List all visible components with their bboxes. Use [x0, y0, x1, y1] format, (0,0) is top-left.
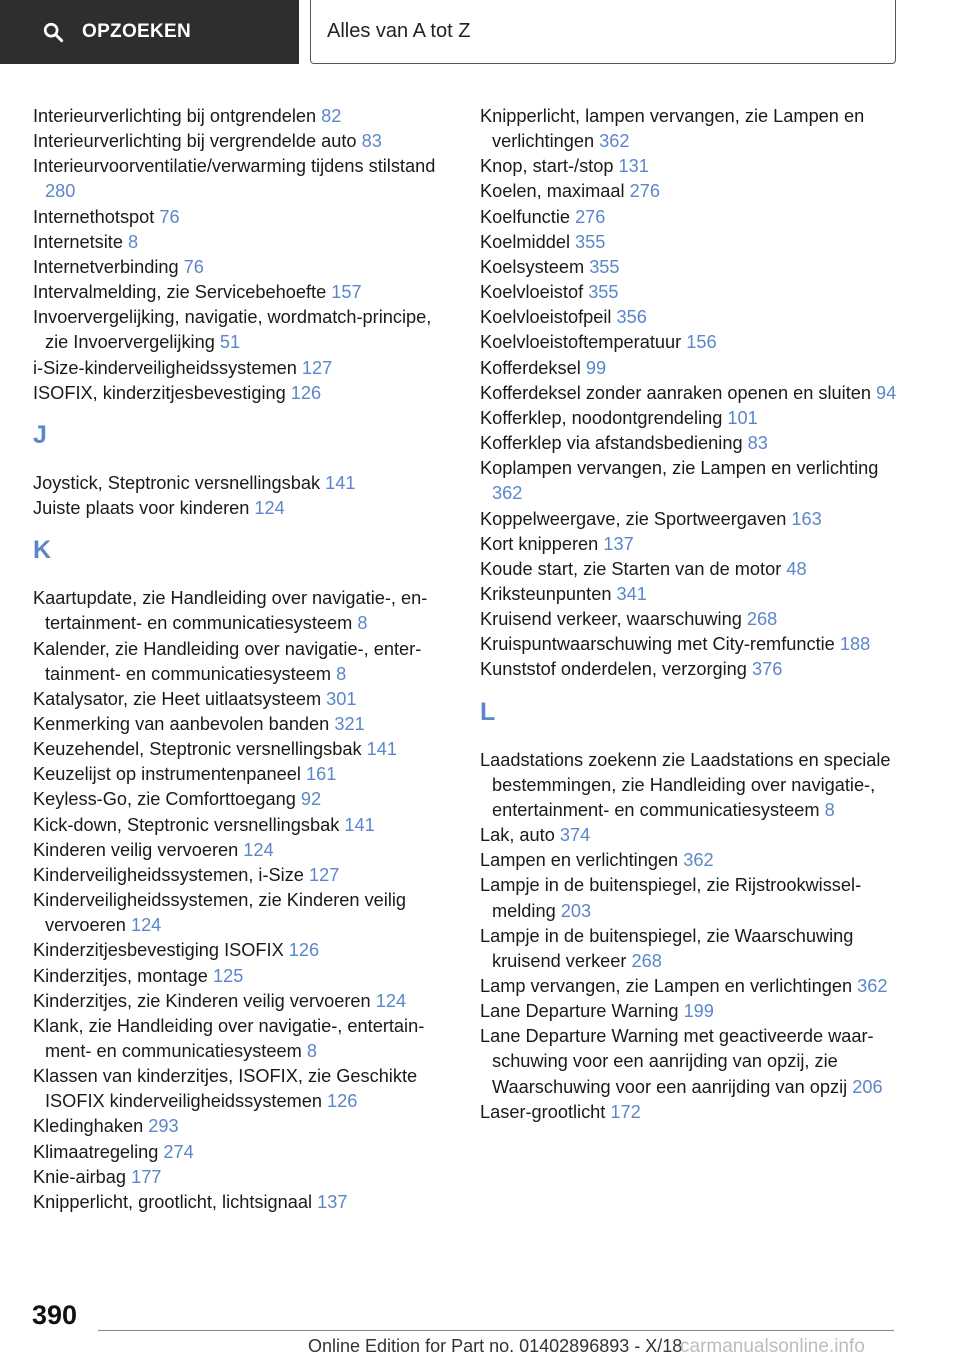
- index-entry-text: Kruisend verkeer, waarschuwing: [480, 609, 742, 630]
- index-entry: [480, 280, 900, 305]
- page-reference-link[interactable]: 8: [128, 231, 139, 252]
- index-entry-text: Koelen, maximaal: [480, 181, 625, 202]
- index-entry: [480, 532, 900, 557]
- page-reference-link[interactable]: 276: [575, 206, 606, 227]
- index-entry-text: Keyless-Go, zie Comforttoegang: [33, 789, 296, 810]
- page-reference-link[interactable]: 76: [159, 206, 180, 227]
- page-reference-link[interactable]: 356: [616, 307, 647, 328]
- index-entry-text: Interieurverlichting bij vergrendelde auto: [33, 131, 357, 152]
- page-reference-link[interactable]: 293: [148, 1116, 179, 1137]
- page-reference-link[interactable]: 341: [616, 583, 647, 604]
- page-reference-link[interactable]: 362: [857, 976, 888, 996]
- index-entry: [33, 381, 451, 406]
- page-reference-link[interactable]: 355: [575, 231, 606, 252]
- page-reference-link[interactable]: 83: [361, 131, 382, 152]
- page-reference-link[interactable]: 301: [326, 688, 357, 709]
- index-entry-text: Koplampen vervangen, zie Lampen en verlichting: [480, 458, 879, 479]
- index-entry: [480, 873, 900, 923]
- page-reference-link[interactable]: 48: [786, 558, 807, 579]
- index-entry-text: Kofferklep via afstandsbediening: [480, 433, 743, 454]
- index-entry: [33, 938, 451, 963]
- page-reference-link[interactable]: 362: [599, 131, 630, 152]
- index-entry-text: Internetverbinding: [33, 256, 179, 277]
- index-entry: [33, 305, 451, 355]
- index-entry: [33, 104, 451, 129]
- index-entry: [480, 632, 900, 657]
- index-entry: [480, 999, 900, 1024]
- index-entry-text: Kledinghaken: [33, 1116, 144, 1137]
- index-entry-text: Kofferdeksel zonder aanraken openen en sluiten: [480, 382, 871, 403]
- index-entry: [480, 330, 900, 355]
- page-reference-link[interactable]: 127: [301, 357, 333, 378]
- index-entry-text: Lane Departure Warning: [480, 1001, 679, 1022]
- index-entry-text: Keuzehendel, Steptronic versnellingsbak: [33, 739, 362, 760]
- index-entry: [33, 687, 451, 712]
- index-entry-text: Klimaatregeling: [33, 1141, 159, 1162]
- index-entry-text: Laadstations zoekenn zie Laadstations en speciale bestemmingen, zie Handleiding over navigatie-, entertainment- en communicatiesysteem: [480, 749, 891, 820]
- page-reference-link[interactable]: 8: [824, 799, 835, 820]
- index-entry: [33, 888, 451, 938]
- search-button-label: OPZOEKEN: [82, 21, 192, 42]
- index-entry-text: Koelvloeistofpeil: [480, 307, 612, 328]
- index-entry: [480, 823, 900, 848]
- page-reference-link[interactable]: 177: [131, 1166, 162, 1187]
- index-entry-text: Kinderzitjes, zie Kinderen veilig vervoeren: [33, 990, 371, 1011]
- index-entry-text: Kinderen veilig vervoeren: [33, 839, 239, 860]
- index-letter-heading: L: [480, 697, 496, 726]
- page-reference-link[interactable]: 137: [603, 533, 634, 554]
- index-entry: [33, 1140, 451, 1165]
- index-entry: [480, 305, 900, 330]
- page-reference-link[interactable]: 76: [183, 256, 204, 277]
- index-entry: [33, 205, 451, 230]
- page-reference-link[interactable]: 172: [610, 1101, 641, 1122]
- index-entry: [33, 230, 451, 255]
- index-entry: [480, 848, 900, 873]
- page-reference-link[interactable]: 126: [327, 1091, 358, 1112]
- index-entry-text: Lampen en verlichtingen: [480, 850, 679, 871]
- index-entry: [33, 989, 451, 1014]
- page-reference-link[interactable]: 124: [243, 839, 274, 860]
- header: [0, 0, 960, 66]
- index-entry: [33, 154, 451, 204]
- index-entry: [33, 787, 451, 812]
- search-icon: [42, 21, 64, 43]
- index-entry: [480, 431, 900, 456]
- index-entry-text: Kofferdeksel: [480, 357, 581, 378]
- index-entry-text: Kruispuntwaarschuwing met City-remfunctie: [480, 634, 835, 655]
- index-entry-text: Kalender, zie Handleiding over navigatie-, entertainment- en communicatiesysteem: [33, 638, 422, 684]
- index-entry-text: Laser-grootlicht: [480, 1101, 606, 1122]
- index-entry: [480, 1100, 900, 1125]
- index-entry: [480, 924, 900, 974]
- index-entry-text: Kriksteunpunten: [480, 583, 612, 604]
- index-entry: [480, 1024, 900, 1099]
- index-entry: [33, 1190, 451, 1215]
- index-entry-text: Kunststof onderdelen, verzorging: [480, 659, 747, 680]
- page-reference-link[interactable]: 125: [212, 965, 244, 986]
- page-reference-link[interactable]: 376: [751, 659, 783, 680]
- page-reference-link[interactable]: 268: [746, 609, 778, 630]
- index-entry-text: Internethotspot: [33, 206, 155, 227]
- index-entry: [480, 557, 900, 582]
- index-entry-text: Invoervergelijking, navigatie, wordmatch-principe, zie Invoervergelijking: [33, 307, 432, 353]
- index-entry-text: Kaartupdate, zie Handleiding over navigatie-, entertainment- en communicatiesysteem: [33, 588, 428, 634]
- index-entry-text: Interieurvoorventilatie/verwarming tijdens stilstand: [33, 156, 436, 177]
- page-reference-link[interactable]: 156: [686, 332, 717, 353]
- page-reference-link[interactable]: 8: [336, 663, 347, 684]
- index-entry: [480, 507, 900, 532]
- page-reference-link[interactable]: 8: [306, 1041, 317, 1061]
- edition-text: Online Edition for Part no. 01402896893 - X/18: [308, 1336, 683, 1356]
- index-entry-text: Koelvloeistof: [480, 282, 584, 303]
- index-entry-text: Klank, zie Handleiding over navigatie-, entertainment- en communicatiesysteem: [33, 1015, 425, 1061]
- page-reference-link[interactable]: 355: [589, 256, 620, 277]
- index-entry: [33, 586, 451, 636]
- page-number: 390: [32, 1300, 78, 1330]
- index-entry-text: Juiste plaats voor kinderen: [33, 498, 250, 519]
- index-letter-heading: K: [33, 536, 52, 565]
- watermark: carmanualsonline.info: [680, 1336, 865, 1357]
- index-entry-text: Internetsite: [33, 231, 123, 252]
- index-entry: [33, 813, 451, 838]
- index-entry: [480, 255, 900, 280]
- index-entry: [33, 637, 451, 687]
- index-entry-text: Joystick, Steptronic versnellingsbak: [33, 472, 321, 493]
- page-reference-link[interactable]: 126: [288, 940, 320, 961]
- page-reference-link[interactable]: 161: [306, 764, 337, 785]
- index-entry-text: Knipperlicht, lampen vervangen, zie Lampen en verlichtingen: [480, 106, 865, 152]
- search-button[interactable]: [0, 0, 299, 64]
- index-entry: [480, 456, 900, 506]
- page-reference-link[interactable]: 268: [631, 950, 662, 971]
- index-entry: [33, 762, 451, 787]
- index-entry-text: Koppelweergave, zie Sportweergaven: [480, 508, 787, 529]
- page-reference-link[interactable]: 206: [852, 1076, 883, 1097]
- index-entry: [480, 582, 900, 607]
- page-reference-link[interactable]: 141: [344, 814, 375, 835]
- index-entry-text: Kinderzitjesbevestiging ISOFIX: [33, 940, 284, 961]
- index-entry: [480, 607, 900, 632]
- page-reference-link[interactable]: 362: [492, 483, 523, 504]
- index-column-left: [33, 104, 451, 1215]
- page-reference-link[interactable]: 374: [559, 825, 591, 846]
- page-reference-link[interactable]: 276: [629, 181, 660, 202]
- index-entry-text: Keuzelijst op instrumentenpaneel: [33, 764, 301, 785]
- index-entry-text: Kenmerking van aanbevolen banden: [33, 713, 330, 734]
- index-entry: [480, 748, 900, 823]
- page-reference-link[interactable]: 8: [357, 613, 368, 634]
- page-reference-link[interactable]: 51: [219, 332, 241, 353]
- page-reference-link[interactable]: 280: [45, 181, 76, 202]
- index-entry: [480, 104, 900, 154]
- page-reference-link[interactable]: 127: [308, 864, 340, 885]
- page-reference-link[interactable]: 126: [290, 382, 322, 403]
- page-reference-link[interactable]: 92: [300, 789, 322, 810]
- index-entry: [33, 356, 451, 381]
- index-entry: [33, 1014, 451, 1064]
- index-entry-text: Intervalmelding, zie Servicebehoefte: [33, 282, 327, 303]
- page-reference-link[interactable]: 94: [876, 382, 897, 403]
- index-entry: [480, 230, 900, 255]
- index-entry-text: Katalysator, zie Heet uitlaatsysteem: [33, 688, 322, 709]
- index-entry: [33, 255, 451, 280]
- index-entry: [33, 496, 451, 521]
- section-title-text: Alles van A tot Z: [327, 20, 471, 42]
- index-entry: [480, 154, 900, 179]
- page-reference-link[interactable]: 124: [254, 498, 285, 519]
- page-reference-link[interactable]: 188: [839, 634, 871, 655]
- index-entry-text: Koelfunctie: [480, 206, 570, 227]
- index-entry-text: Kick-down, Steptronic versnellingsbak: [33, 814, 340, 835]
- page-reference-link[interactable]: 101: [727, 407, 758, 428]
- page-reference-link[interactable]: 199: [683, 1001, 714, 1022]
- page-reference-link[interactable]: 141: [366, 739, 398, 760]
- page-reference-link[interactable]: 157: [331, 282, 362, 303]
- index-entry: [33, 280, 451, 305]
- index-entry-text: Kort knipperen: [480, 533, 599, 554]
- index-entry-text: Lampje in de buitenspiegel, zie Rijstrookwisselmelding: [480, 875, 862, 921]
- index-letter-heading: J: [33, 420, 47, 449]
- index-entry-text: Lampje in de buitenspiegel, zie Waarschuwing kruisend verkeer: [480, 925, 854, 971]
- index-entry: [480, 406, 900, 431]
- page-reference-link[interactable]: 321: [334, 713, 365, 734]
- page-reference-link[interactable]: 203: [560, 900, 592, 921]
- index-entry: [480, 356, 900, 381]
- index-entry-text: Kinderveiligheidssystemen, zie Kinderen veilig vervoeren: [33, 890, 407, 936]
- index-entry-text: Koude start, zie Starten van de motor: [480, 558, 782, 579]
- index-entry-text: Kinderveiligheidssystemen, i-Size: [33, 864, 304, 885]
- index-entry: [33, 838, 451, 863]
- index-entry: [33, 1064, 451, 1114]
- index-entry-text: i-Size-kinderveiligheidssystemen: [33, 357, 297, 378]
- index-entry-text: Lamp vervangen, zie Lampen en verlichtingen: [480, 976, 853, 996]
- index-entry-text: Koelmiddel: [480, 231, 570, 252]
- index-entry-text: Koelsysteem: [480, 256, 585, 277]
- index-entry: [480, 179, 900, 204]
- section-title: [310, 0, 896, 64]
- footer-divider: [98, 1330, 894, 1331]
- index-entry: [33, 712, 451, 737]
- index-entry-text: ISOFIX, kinderzitjesbevestiging: [33, 382, 286, 403]
- page-reference-link[interactable]: 274: [163, 1141, 194, 1162]
- page-reference-link[interactable]: 141: [325, 472, 356, 493]
- index-entry: [480, 974, 900, 999]
- index-entry-text: Interieurverlichting bij ontgrendelen: [33, 106, 317, 126]
- page-reference-link[interactable]: 362: [683, 850, 714, 871]
- index-entry-text: Kinderzitjes, montage: [33, 965, 208, 986]
- page-reference-link[interactable]: 124: [375, 990, 407, 1011]
- index-entry-text: Lak, auto: [480, 825, 555, 846]
- index-entry: [33, 471, 451, 496]
- index-column-right: [480, 104, 900, 1125]
- page-reference-link[interactable]: 131: [618, 156, 649, 177]
- index-entry: [33, 129, 451, 154]
- index-entry: [480, 381, 900, 406]
- index-entry: [480, 657, 900, 682]
- index-entry-text: Knipperlicht, grootlicht, lichtsignaal: [33, 1191, 313, 1212]
- page-reference-link[interactable]: 137: [317, 1191, 348, 1212]
- index-entry-text: Lane Departure Warning met geactiveerde waarschuwing voor een aanrijding van opzij, zie Waarschuwing voor een aanrijding van opzij: [480, 1026, 874, 1097]
- index-entry-text: Koelvloeistoftemperatuur: [480, 332, 682, 353]
- index-entry: [33, 863, 451, 888]
- index-entry-text: Kofferklep, noodontgrendeling: [480, 407, 723, 428]
- page-reference-link[interactable]: 99: [585, 357, 607, 378]
- index-entry: [33, 1165, 451, 1190]
- index-entry: [33, 964, 451, 989]
- page-reference-link[interactable]: 355: [588, 282, 619, 303]
- page-reference-link[interactable]: 82: [321, 106, 342, 126]
- index-entry-text: Klassen van kinderzitjes, ISOFIX, zie Geschikte ISOFIX kinderveiligheidssystemen: [33, 1066, 418, 1112]
- index-entry-text: Knop, start-/stop: [480, 156, 614, 177]
- index-entry-text: Knie-airbag: [33, 1166, 127, 1187]
- page-reference-link[interactable]: 124: [130, 915, 162, 936]
- page-reference-link[interactable]: 83: [747, 433, 768, 454]
- index-entry: [480, 205, 900, 230]
- index-entry: [33, 737, 451, 762]
- index-entry: [33, 1114, 451, 1139]
- page-reference-link[interactable]: 163: [791, 508, 822, 529]
